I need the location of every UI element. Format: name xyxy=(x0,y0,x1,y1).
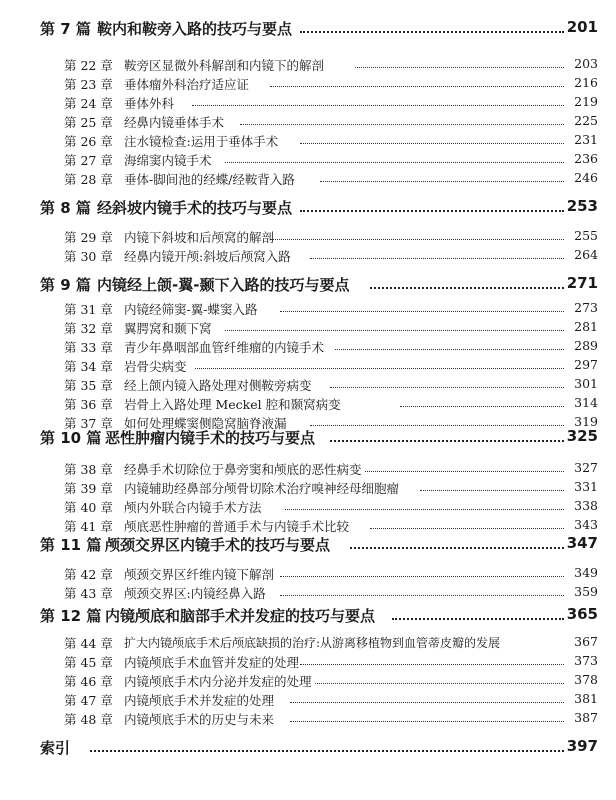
leader-dots xyxy=(330,381,564,388)
toc-chapter-row xyxy=(0,634,616,652)
chapter-label: 第 35 章 xyxy=(64,378,113,393)
chapter-page: 381 xyxy=(574,691,598,706)
toc-chapter-row xyxy=(0,132,616,150)
leader-dots xyxy=(90,742,564,752)
chapter-title: 内镜下斜坡和后颅窝的解剖 xyxy=(124,230,275,245)
leader-dots xyxy=(330,432,564,442)
chapter-title: 内镜颅底手术的历史与未来 xyxy=(124,712,275,727)
chapter-title: 颅底恶性肿瘤的普通手术与内镜手术比较 xyxy=(124,519,350,534)
chapter-page: 297 xyxy=(574,357,598,372)
leader-dots xyxy=(400,400,564,407)
toc-chapter-row xyxy=(0,479,616,497)
chapter-label: 第 39 章 xyxy=(64,481,113,496)
chapter-title: 经鼻内镜垂体手术 xyxy=(124,115,225,130)
toc-chapter-row xyxy=(0,319,616,337)
leader-dots xyxy=(290,715,564,722)
leader-dots xyxy=(280,570,564,577)
leader-dots xyxy=(355,61,564,68)
chapter-title: 垂体外科 xyxy=(124,96,175,111)
leader-dots xyxy=(280,305,564,312)
chapter-label: 第 26 章 xyxy=(64,134,113,149)
chapter-page: 319 xyxy=(574,414,598,429)
chapter-label: 第 40 章 xyxy=(64,500,113,515)
leader-dots xyxy=(350,539,564,549)
toc-chapter-row xyxy=(0,691,616,709)
chapter-label: 第 22 章 xyxy=(64,58,113,73)
chapter-page: 378 xyxy=(574,672,598,687)
chapter-page: 219 xyxy=(574,94,598,109)
leader-dots xyxy=(280,589,564,596)
toc-chapter-row xyxy=(0,565,616,583)
chapter-title: 颅颈交界区:内镜经鼻入路 xyxy=(124,586,266,601)
chapter-title: 扩大内镜颅底手术后颅底缺损的治疗:从游离移植物到血管蒂皮瓣的发展 xyxy=(124,636,501,650)
chapter-page: 289 xyxy=(574,338,598,353)
part-label: 第 9 篇 xyxy=(40,276,91,294)
chapter-title: 垂体-脚间池的经蝶/经鞍背入路 xyxy=(124,172,295,187)
part-title: 内镜颅底和脑部手术并发症的技巧与要点 xyxy=(105,607,376,625)
toc-chapter-row xyxy=(0,113,616,131)
leader-dots xyxy=(370,522,564,529)
chapter-label: 第 46 章 xyxy=(64,674,113,689)
part-7-heading xyxy=(0,18,616,42)
chapter-label: 第 38 章 xyxy=(64,462,113,477)
part-label: 第 8 篇 xyxy=(40,199,91,217)
chapter-page: 314 xyxy=(574,395,598,410)
part-title: 鞍内和鞍旁入路的技巧与要点 xyxy=(97,20,293,38)
chapter-page: 349 xyxy=(574,565,598,580)
toc-chapter-row xyxy=(0,228,616,246)
leader-dots xyxy=(300,658,564,665)
chapter-title: 颅颈交界区纤维内镜下解剖 xyxy=(124,567,275,582)
part-label: 第 11 篇 xyxy=(40,536,102,554)
chapter-page: 246 xyxy=(574,170,598,185)
toc-chapter-row xyxy=(0,653,616,671)
chapter-label: 第 37 章 xyxy=(64,416,113,431)
toc-chapter-row xyxy=(0,460,616,478)
leader-dots xyxy=(195,362,564,369)
part-page: 347 xyxy=(566,534,598,552)
chapter-page: 231 xyxy=(574,132,598,147)
chapter-label: 第 25 章 xyxy=(64,115,113,130)
chapter-label: 第 41 章 xyxy=(64,519,113,534)
chapter-title: 颅内外联合内镜手术方法 xyxy=(124,500,262,515)
chapter-page: 203 xyxy=(574,56,598,71)
chapter-page: 373 xyxy=(574,653,598,668)
chapter-label: 第 47 章 xyxy=(64,693,113,708)
chapter-title: 经鼻手术切除位于鼻旁窦和颅底的恶性病变 xyxy=(124,462,362,477)
chapter-label: 第 28 章 xyxy=(64,172,113,187)
chapter-title: 注水镜检查:运用于垂体手术 xyxy=(124,134,279,149)
leader-dots xyxy=(240,118,564,125)
part-label: 第 12 篇 xyxy=(40,607,102,625)
chapter-page: 255 xyxy=(574,228,598,243)
chapter-title: 经上颌内镜入路处理对侧鞍旁病变 xyxy=(124,378,312,393)
chapter-page: 216 xyxy=(574,75,598,90)
index-page: 397 xyxy=(566,737,598,755)
leader-dots xyxy=(370,279,564,289)
toc-chapter-row xyxy=(0,151,616,169)
leader-dots xyxy=(225,156,564,163)
toc-chapter-row xyxy=(0,56,616,74)
part-title: 恶性肿瘤内镜手术的技巧与要点 xyxy=(105,429,316,447)
chapter-label: 第 31 章 xyxy=(64,302,113,317)
toc-chapter-row xyxy=(0,584,616,602)
toc-chapter-row xyxy=(0,710,616,728)
part-page: 271 xyxy=(566,274,598,292)
chapter-label: 第 33 章 xyxy=(64,340,113,355)
chapter-page: 338 xyxy=(574,498,598,513)
chapter-title: 垂体瘤外科治疗适应证 xyxy=(124,77,250,92)
chapter-label: 第 24 章 xyxy=(64,96,113,111)
leader-dots xyxy=(335,343,564,350)
chapter-page: 281 xyxy=(574,319,598,334)
chapter-label: 第 44 章 xyxy=(64,636,113,651)
leader-dots xyxy=(300,202,564,212)
toc-chapter-row xyxy=(0,94,616,112)
chapter-page: 225 xyxy=(574,113,598,128)
leader-dots xyxy=(285,503,564,510)
toc-chapter-row xyxy=(0,300,616,318)
part-12-heading xyxy=(0,605,616,629)
leader-dots xyxy=(192,99,564,106)
chapter-page: 301 xyxy=(574,376,598,391)
part-9-heading xyxy=(0,274,616,298)
chapter-title: 岩骨尖病变 xyxy=(124,359,187,374)
toc-chapter-row xyxy=(0,338,616,356)
chapter-page: 343 xyxy=(574,517,598,532)
toc-chapter-row xyxy=(0,395,616,413)
leader-dots xyxy=(225,324,564,331)
chapter-label: 第 45 章 xyxy=(64,655,113,670)
toc-chapter-row xyxy=(0,498,616,516)
leader-dots xyxy=(365,465,564,472)
chapter-label: 第 42 章 xyxy=(64,567,113,582)
part-title: 颅颈交界区内镜手术的技巧与要点 xyxy=(105,536,331,554)
chapter-title: 翼腭窝和颞下窝 xyxy=(124,321,212,336)
toc-chapter-row xyxy=(0,357,616,375)
part-title: 经斜坡内镜手术的技巧与要点 xyxy=(97,199,293,217)
chapter-page: 264 xyxy=(574,247,598,262)
chapter-label: 第 30 章 xyxy=(64,249,113,264)
part-page: 201 xyxy=(566,18,598,36)
chapter-label: 第 43 章 xyxy=(64,586,113,601)
chapter-page: 327 xyxy=(574,460,598,475)
leader-dots xyxy=(270,233,564,240)
leader-dots xyxy=(315,677,564,684)
chapter-label: 第 48 章 xyxy=(64,712,113,727)
leader-dots xyxy=(270,80,564,87)
chapter-title: 内镜颅底手术血管并发症的处理 xyxy=(124,655,300,670)
toc-chapter-row xyxy=(0,170,616,188)
chapter-label: 第 34 章 xyxy=(64,359,113,374)
chapter-page: 331 xyxy=(574,479,598,494)
index-entry xyxy=(0,737,616,761)
leader-dots xyxy=(300,23,564,33)
chapter-label: 第 23 章 xyxy=(64,77,113,92)
chapter-page: 236 xyxy=(574,151,598,166)
toc-chapter-row xyxy=(0,376,616,394)
chapter-page: 273 xyxy=(574,300,598,315)
toc-chapter-row xyxy=(0,672,616,690)
leader-dots xyxy=(310,252,564,259)
chapter-title: 内镜经筛窦-翼-蝶窦入路 xyxy=(124,302,258,317)
part-11-heading xyxy=(0,534,616,558)
part-page: 365 xyxy=(566,605,598,623)
leader-dots xyxy=(320,175,564,182)
chapter-title: 海绵窦内镜手术 xyxy=(124,153,212,168)
index-label: 索引 xyxy=(40,739,71,757)
leader-dots xyxy=(392,610,564,620)
leader-dots xyxy=(310,419,564,426)
leader-dots xyxy=(420,484,564,491)
chapter-title: 内镜辅助经鼻部分颅骨切除术治疗嗅神经母细胞瘤 xyxy=(124,481,400,496)
part-label: 第 7 篇 xyxy=(40,20,91,38)
leader-dots xyxy=(300,137,564,144)
chapter-label: 第 32 章 xyxy=(64,321,113,336)
chapter-label: 第 36 章 xyxy=(64,397,113,412)
chapter-page: 359 xyxy=(574,584,598,599)
chapter-page: 387 xyxy=(574,710,598,725)
toc-chapter-row xyxy=(0,75,616,93)
chapter-page: 367 xyxy=(574,634,598,649)
part-page: 325 xyxy=(566,427,598,445)
toc-chapter-row xyxy=(0,247,616,265)
part-10-heading xyxy=(0,427,616,451)
part-label: 第 10 篇 xyxy=(40,429,102,447)
chapter-title: 内镜颅底手术并发症的处理 xyxy=(124,693,275,708)
part-title: 内镜经上颌-翼-颞下入路的技巧与要点 xyxy=(97,276,350,294)
part-page: 253 xyxy=(566,197,598,215)
leader-dots xyxy=(290,696,564,703)
chapter-title: 青少年鼻咽部血管纤维瘤的内镜手术 xyxy=(124,340,325,355)
toc-chapter-row xyxy=(0,517,616,535)
chapter-title: 经鼻内镜开颅:斜坡后颅窝入路 xyxy=(124,249,291,264)
chapter-title: 内镜颅底手术内分泌并发症的处理 xyxy=(124,674,312,689)
chapter-title: 岩骨上入路处理 Meckel 腔和颞窝病变 xyxy=(124,397,341,412)
chapter-label: 第 29 章 xyxy=(64,230,113,245)
chapter-title: 鞍旁区显微外科解剖和内镜下的解剖 xyxy=(124,58,325,73)
chapter-title: 如何处理蝶窦侧隐窝脑脊液漏 xyxy=(124,416,287,431)
part-8-heading xyxy=(0,197,616,221)
chapter-label: 第 27 章 xyxy=(64,153,113,168)
